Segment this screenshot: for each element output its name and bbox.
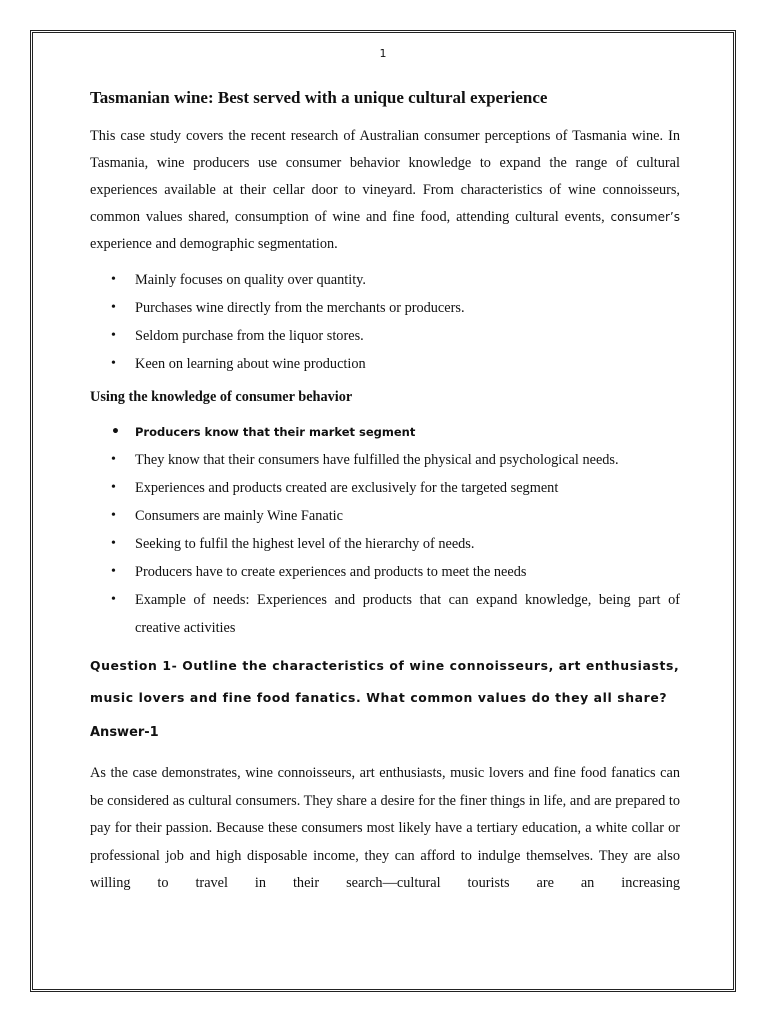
bullet-icon: • [111, 592, 116, 607]
list-item-text: Consumers are mainly Wine Fanatic [135, 508, 344, 524]
bullet-icon: • [111, 328, 116, 343]
list-item-text: Producers know that their market segment [135, 425, 416, 439]
intro-tail: experience and demographic segmentation. [90, 236, 338, 252]
document-title: Tasmanian wine: Best served with a unique cultural experience [90, 88, 548, 107]
bullet-icon: • [111, 508, 116, 523]
list-item [60, 418, 680, 446]
list-item-text: Example of needs: Experiences and products that can expand knowledge, being part of creative activities [135, 592, 680, 636]
bullet-icon: • [111, 480, 116, 495]
bullet-icon: • [111, 536, 116, 551]
list-item [60, 266, 680, 294]
question-line-2: music lovers and fine food fanatics. What common values do they all share? [90, 690, 668, 705]
list-item-text: Seeking to fulfil the highest level of the hierarchy of needs. [135, 536, 475, 552]
answer-paragraph: As the case demonstrates, wine connoisseurs, art enthusiasts, music lovers and fine food fanatics can be considered as cultural consumers. They share a desire for the finer things in life, and are prepared to pay for their passion. Because these consumers most likely have a tertiary education, a white collar or professional job and high disposable income, they can afford to indulge themselves. They are also willing to travel in their search—cultural tourists are an increasing [90, 765, 680, 891]
page-number: 1 [379, 47, 387, 60]
list-item [60, 502, 680, 530]
list-item-text: They know that their consumers have fulfilled the physical and psychological needs. [135, 452, 619, 468]
answer-heading: Answer-1 [90, 725, 159, 740]
list-item [60, 446, 680, 474]
list-item-text: Purchases wine directly from the merchants or producers. [135, 300, 465, 316]
list-item [60, 474, 680, 502]
list-item [60, 322, 680, 350]
bullet-icon: • [111, 300, 116, 315]
bullet-icon: • [111, 272, 116, 287]
question-line-1: Question 1- Outline the characteristics of wine connoisseurs, art enthusiasts, [90, 658, 680, 673]
section-subheading: Using the knowledge of consumer behavior [90, 389, 353, 405]
intro-text: This case study covers the recent research of Australian consumer perceptions of Tasmania wine. In Tasmania, wine producers use consumer behavior knowledge to expand the range of cultural experiences available at their cellar door to vineyard. From characteristics of wine connoisseurs, common values shared, consumption of wine and fine food, attending cultural events, [90, 128, 680, 225]
consumer-traits-list [60, 266, 680, 378]
list-item [60, 530, 680, 558]
list-item [60, 294, 680, 322]
bullet-icon: • [111, 424, 120, 440]
list-item-text: Mainly focuses on quality over quantity. [135, 272, 366, 288]
list-item-text: Keen on learning about wine production [135, 356, 366, 372]
page-content [60, 40, 680, 898]
list-item-text: Producers have to create experiences and products to meet the needs [135, 564, 527, 580]
bullet-icon: • [111, 452, 116, 467]
consumer-behavior-list [60, 418, 680, 642]
intro-paragraph [90, 123, 680, 258]
question-heading [90, 650, 690, 714]
list-item-text: Experiences and products created are exclusively for the targeted segment [135, 480, 559, 496]
bullet-icon: • [111, 356, 116, 371]
intro-sans-word: consumer’s [610, 210, 680, 224]
list-item [60, 586, 680, 642]
list-item [60, 558, 680, 586]
bullet-icon: • [111, 564, 116, 579]
list-item-text: Seldom purchase from the liquor stores. [135, 328, 364, 344]
list-item [60, 350, 680, 378]
